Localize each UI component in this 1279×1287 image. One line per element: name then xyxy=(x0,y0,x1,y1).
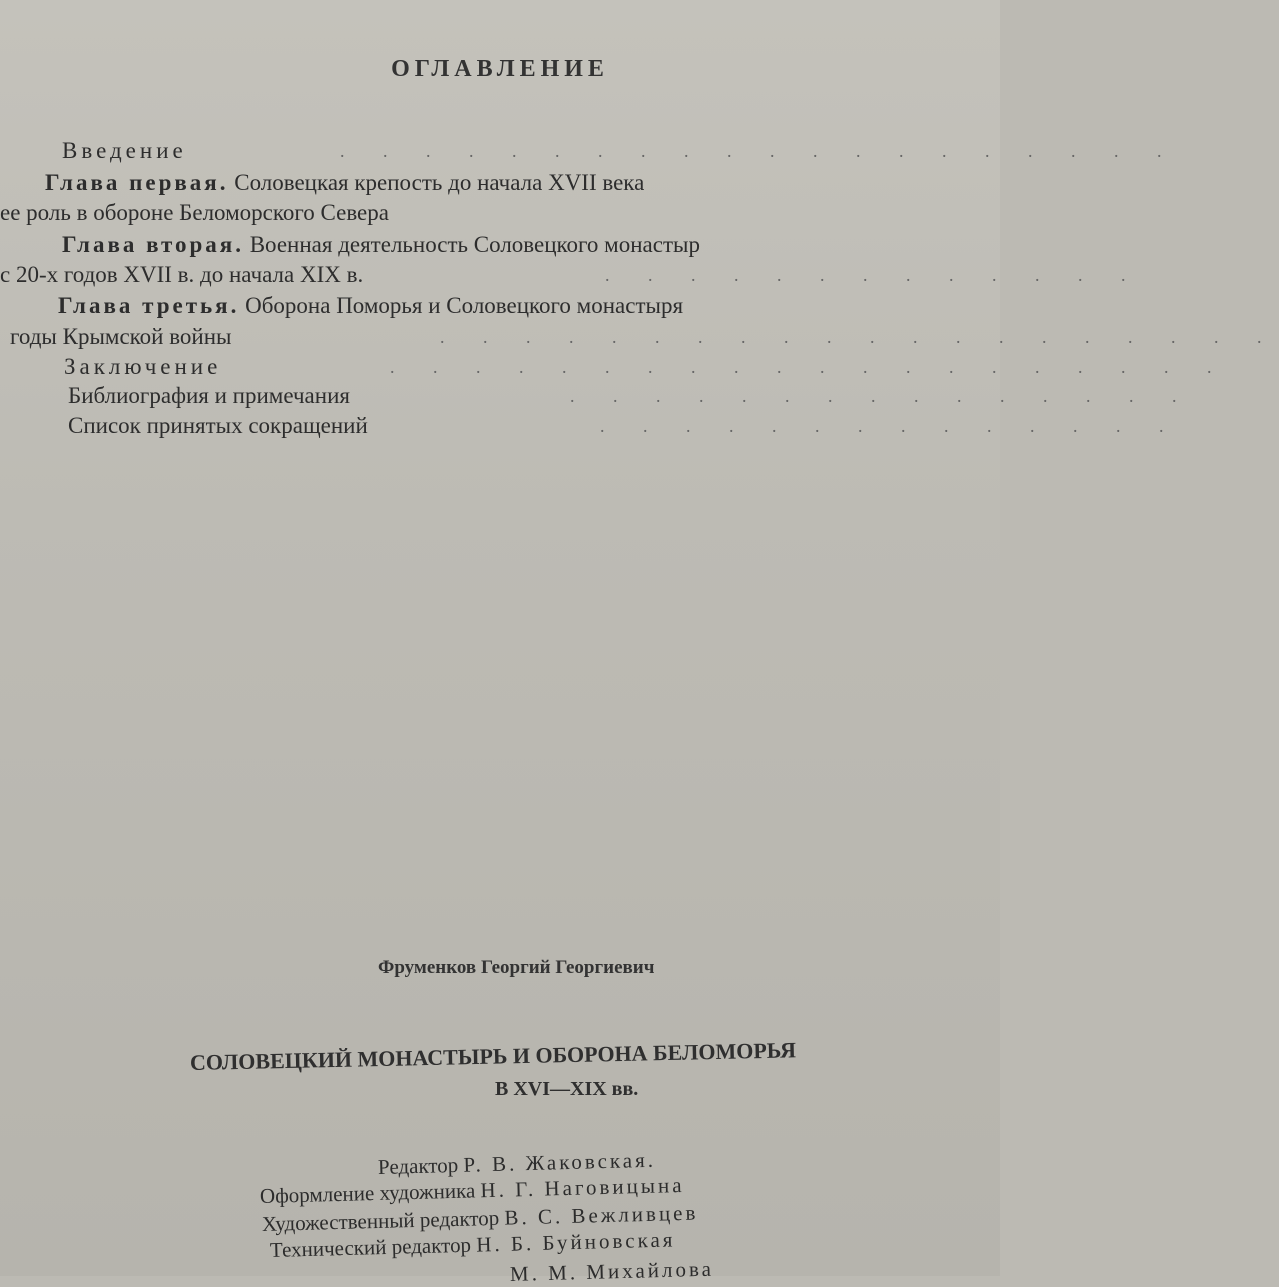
toc-entry-chapter-2-cont xyxy=(0,260,1143,290)
credit-role: Художественный редактор xyxy=(261,1205,500,1236)
toc-entry-bibliography xyxy=(0,381,1194,411)
toc-title: Список принятых сокращений xyxy=(68,413,368,438)
toc-label: Введение xyxy=(62,138,187,163)
toc-label: Заключение xyxy=(64,354,222,379)
dot-leader: . . . . . . . . . . . . . . . . . . . . xyxy=(340,141,1179,161)
toc-title: с 20-х годов XVII в. до начала XIX в. xyxy=(0,262,364,287)
toc-entry-chapter-3-cont xyxy=(0,322,1279,352)
book-subtitle: В XVI—XIX вв. xyxy=(495,1078,639,1100)
dot-leader: . . . . . . . . . . . . . xyxy=(605,265,1143,285)
toc-title: ее роль в обороне Беломорского Севера xyxy=(0,200,389,225)
toc-label: Глава третья. xyxy=(58,293,240,318)
toc-title: Военная деятельность Соловецкого монастыр xyxy=(249,232,700,257)
toc-label: Глава вторая. xyxy=(62,232,244,257)
dot-leader: . . . . . . . . . . . . . . . xyxy=(570,386,1194,406)
toc-title: Библиография и примечания xyxy=(68,383,350,408)
credit-person: Н. Б. Буйновская xyxy=(475,1227,676,1257)
toc-entry-conclusion xyxy=(0,352,1229,382)
book-title: СОЛОВЕЦКИЙ МОНАСТЫРЬ И ОБОРОНА БЕЛОМОРЬЯ xyxy=(189,1037,797,1075)
credit-role: Оформление художника xyxy=(259,1178,476,1208)
toc-entry-chapter-1-cont xyxy=(0,198,1000,228)
toc-entry-chapter-2 xyxy=(0,230,1000,260)
author-name: Фруменков Георгий Георгиевич xyxy=(378,957,655,978)
toc-entry-chapter-3 xyxy=(0,291,1000,321)
toc-entry-abbreviations xyxy=(0,411,1181,441)
toc-entry-chapter-1 xyxy=(0,168,1000,198)
toc-title: Оборона Поморья и Соловецкого монастыря xyxy=(245,293,684,318)
toc-entry-introduction xyxy=(0,136,1179,166)
credit-person: Р. В. Жаковская. xyxy=(463,1147,657,1177)
dot-leader: . . . . . . . . . . . . . . . . . . . . xyxy=(440,327,1279,347)
dot-leader: . . . . . . . . . . . . . . xyxy=(600,416,1181,436)
credit-role: Технический редактор xyxy=(269,1232,472,1262)
toc-label: Глава первая. xyxy=(45,170,229,195)
credit-person: Н. Г. Наговицына xyxy=(480,1172,685,1203)
credit-proofreader xyxy=(510,1257,715,1287)
credit-person: В. С. Вежливцев xyxy=(504,1200,699,1230)
toc-title: годы Крымской войны xyxy=(10,324,232,349)
toc-title: Соловецкая крепость до начала XVII века xyxy=(234,170,645,195)
toc-heading: ОГЛАВЛЕНИЕ xyxy=(391,56,609,82)
dot-leader: . . . . . . . . . . . . . . . . . . . . xyxy=(390,357,1229,377)
credit-role: Редактор xyxy=(377,1152,459,1179)
credit-person: М. М. Михайлова xyxy=(509,1256,715,1286)
